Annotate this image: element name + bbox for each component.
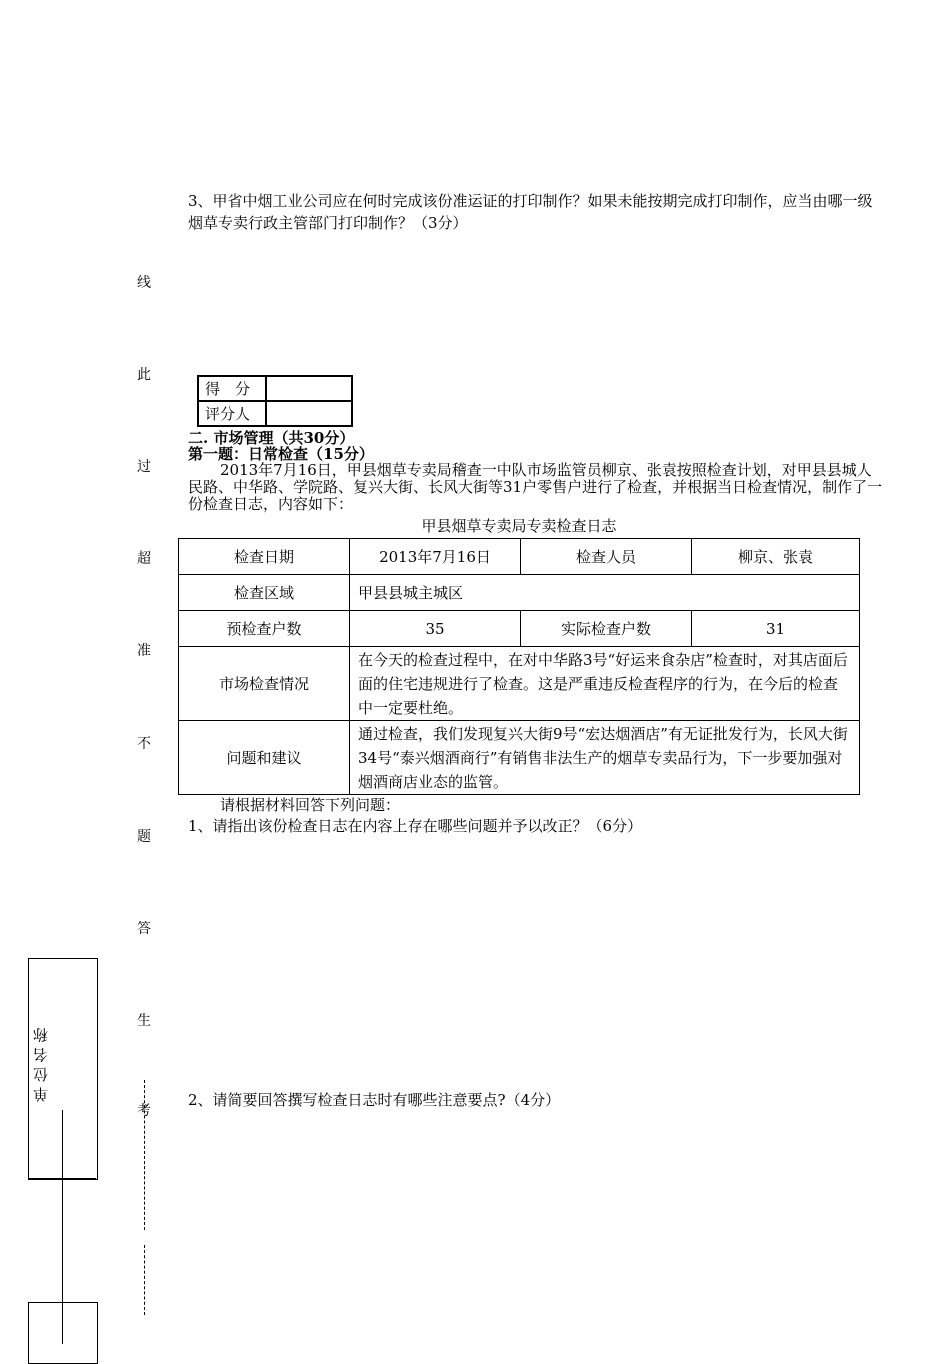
planned-count-label: 预检查户数 [179, 611, 350, 647]
market-check-label: 市场检查情况 [179, 647, 350, 721]
margin-char: 超 [137, 551, 151, 567]
inspection-log-table [178, 538, 860, 795]
planned-count-value: 35 [350, 611, 521, 647]
section-title: 二. 市场管理（共30分） [188, 429, 355, 447]
date-label: 检查日期 [179, 539, 350, 575]
score-table [197, 375, 353, 427]
binding-dash-line [144, 1080, 145, 1230]
margin-char: 生 [137, 1013, 151, 1029]
answer-prompt: 请根据材料回答下列问题： [220, 796, 401, 814]
intro-paragraph: 2013年7月16日，甲县烟草专卖局稽查一中队市场监管员柳京、张袁按照检查计划，对甲县县城人民路、中华路、学院路、复兴大街、长风大街等31户零售户进行了检查，并根据当日检查情况，制作了一份检查日志，内容如下： [188, 461, 883, 513]
date-value: 2013年7月16日 [350, 539, 521, 575]
area-value: 甲县县城主城区 [350, 575, 860, 611]
margin-char: 线 [137, 275, 151, 291]
area-label: 检查区域 [179, 575, 350, 611]
binding-horizontal-line [28, 1178, 96, 1179]
question-3: 3、甲省中烟工业公司应在何时完成该份准运证的打印制作？如果未能按期完成打印制作，应当由哪一级烟草专卖行政主管部门打印制作？（3分） [188, 192, 873, 232]
score-value-cell[interactable] [266, 376, 352, 401]
margin-char: 不 [137, 736, 151, 752]
binding-dash-line [144, 1245, 145, 1315]
issues-value: 通过检查，我们发现复兴大街9号“宏达烟酒店”有无证批发行为，长风大街34号“泰兴烟酒商行”有销售非法生产的烟草专卖品行为，下一步要加强对烟酒商店业态的监管。 [350, 721, 860, 795]
actual-count-label: 实际检查户数 [521, 611, 692, 647]
grader-label: 评分人 [198, 401, 266, 426]
log-title: 甲县烟草专卖局专卖检查日志 [421, 517, 617, 535]
margin-char: 题 [137, 829, 151, 845]
grader-value-cell[interactable] [266, 401, 352, 426]
margin-char: 此 [137, 367, 151, 383]
margin-char: 答 [137, 921, 151, 937]
margin-char: 准 [137, 643, 151, 659]
score-label: 得 分 [198, 376, 266, 401]
subsection-title: 第一题：日常检查（15分） [188, 445, 374, 463]
question-1: 1、请指出该份检查日志在内容上存在哪些问题并予以改正？（6分） [188, 817, 643, 835]
margin-char: 过 [137, 459, 151, 475]
margin-char: 考 [137, 1103, 151, 1119]
issues-label: 问题和建议 [179, 721, 350, 795]
inspector-value: 柳京、张袁 [692, 539, 860, 575]
question-2: 2、请简要回答撰写检查日志时有哪些注意要点?（4分） [188, 1091, 561, 1109]
unit-name-label: 单 位 名 称 [32, 1027, 50, 1103]
unit-name-box-lower [28, 1302, 98, 1364]
inspector-label: 检查人员 [521, 539, 692, 575]
actual-count-value: 31 [692, 611, 860, 647]
market-check-value: 在今天的检查过程中，在对中华路3号“好运来食杂店”检查时，对其店面后面的住宅违规进行了检查。这是严重违反检查程序的行为，在今后的检查中一定要杜绝。 [350, 647, 860, 721]
